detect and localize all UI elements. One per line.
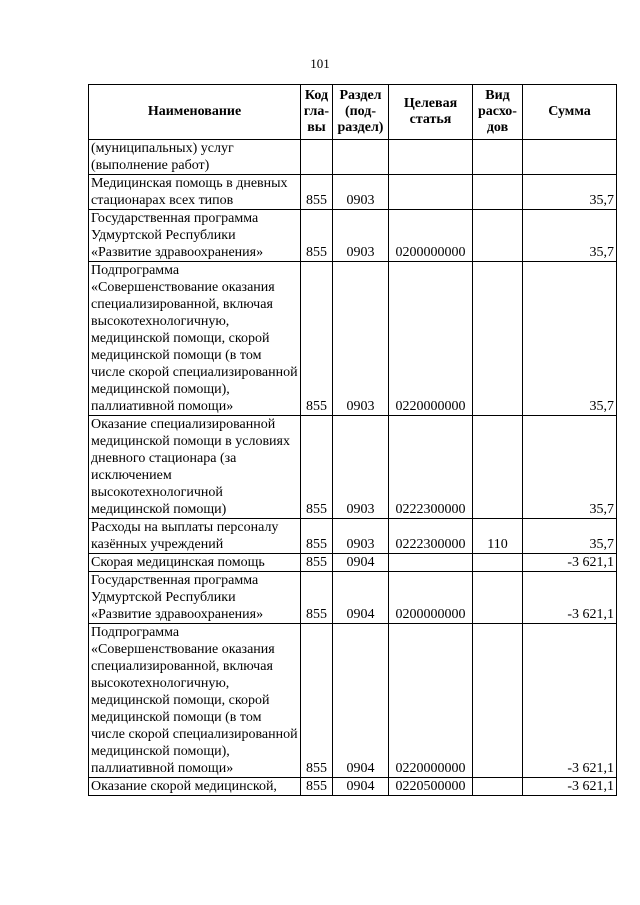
- row-name: Расходы на выплаты персоналу казённых учреждений: [89, 519, 301, 554]
- table-row: [89, 416, 617, 519]
- row-amount: [523, 140, 617, 175]
- row-code: 855: [301, 262, 333, 416]
- budget-table: [88, 84, 617, 796]
- row-code: 855: [301, 572, 333, 624]
- table-row: [89, 175, 617, 210]
- row-section: 0903: [333, 210, 389, 262]
- row-article: 0222300000: [389, 519, 473, 554]
- header-code: Код гла-вы: [301, 85, 333, 140]
- row-article: 0200000000: [389, 572, 473, 624]
- row-vid: [473, 210, 523, 262]
- row-name: Оказание скорой медицинской,: [89, 778, 301, 796]
- table-row: [89, 519, 617, 554]
- table-row: [89, 778, 617, 796]
- table-row: [89, 210, 617, 262]
- table-row: [89, 624, 617, 778]
- table-row: [89, 140, 617, 175]
- row-article: 0200000000: [389, 210, 473, 262]
- row-section: 0903: [333, 262, 389, 416]
- row-name: Медицинская помощь в дневных стационарах всех типов: [89, 175, 301, 210]
- header-name: Наименование: [89, 85, 301, 140]
- row-article: 0222300000: [389, 416, 473, 519]
- row-name: (муниципальных) услуг (выполнение работ): [89, 140, 301, 175]
- row-section: 0904: [333, 572, 389, 624]
- table-row: [89, 262, 617, 416]
- row-vid: 110: [473, 519, 523, 554]
- row-amount: -3 621,1: [523, 624, 617, 778]
- row-section: 0903: [333, 175, 389, 210]
- row-name: Скорая медицинская помощь: [89, 554, 301, 572]
- row-vid: [473, 572, 523, 624]
- row-amount: 35,7: [523, 519, 617, 554]
- row-name: Оказание специализированной медицинской помощи в условиях дневного стационара (за исключением высокотехнологичной медицинской помощи): [89, 416, 301, 519]
- row-name: Государственная программа Удмуртской Республики «Развитие здравоохранения»: [89, 572, 301, 624]
- row-code: 855: [301, 416, 333, 519]
- row-article: 0220500000: [389, 778, 473, 796]
- row-vid: [473, 416, 523, 519]
- row-article: [389, 554, 473, 572]
- row-name: Подпрограмма «Совершенствование оказания специализированной, включая высокотехнологичную, медицинской помощи, скорой медицинской помощи (в том числе скорой специализированной медицинской помощи), паллиативной помощи»: [89, 262, 301, 416]
- header-section: Раздел (под-раздел): [333, 85, 389, 140]
- row-name: Подпрограмма «Совершенствование оказания специализированной, включая высокотехнологичную, медицинской помощи, скорой медицинской помощи (в том числе скорой специализированной медицинской помощи), паллиативной помощи»: [89, 624, 301, 778]
- row-vid: [473, 624, 523, 778]
- row-vid: [473, 554, 523, 572]
- row-vid: [473, 140, 523, 175]
- row-section: 0903: [333, 416, 389, 519]
- row-amount: -3 621,1: [523, 554, 617, 572]
- row-article: [389, 140, 473, 175]
- page-number: 101: [310, 56, 330, 71]
- row-vid: [473, 262, 523, 416]
- row-section: 0904: [333, 554, 389, 572]
- table-row: [89, 572, 617, 624]
- row-code: 855: [301, 554, 333, 572]
- table-header-row: [89, 85, 617, 140]
- row-article: [389, 175, 473, 210]
- row-amount: 35,7: [523, 175, 617, 210]
- row-amount: 35,7: [523, 262, 617, 416]
- header-article: Целевая статья: [389, 85, 473, 140]
- row-amount: -3 621,1: [523, 778, 617, 796]
- row-section: 0904: [333, 624, 389, 778]
- row-article: 0220000000: [389, 624, 473, 778]
- row-code: 855: [301, 210, 333, 262]
- row-code: 855: [301, 624, 333, 778]
- row-section: 0904: [333, 778, 389, 796]
- row-code: 855: [301, 519, 333, 554]
- row-amount: 35,7: [523, 210, 617, 262]
- row-code: 855: [301, 778, 333, 796]
- header-amount: Сумма: [523, 85, 617, 140]
- row-code: 855: [301, 175, 333, 210]
- row-article: 0220000000: [389, 262, 473, 416]
- table-row: [89, 554, 617, 572]
- row-vid: [473, 175, 523, 210]
- row-vid: [473, 778, 523, 796]
- row-code: [301, 140, 333, 175]
- row-name: Государственная программа Удмуртской Республики «Развитие здравоохранения»: [89, 210, 301, 262]
- row-amount: -3 621,1: [523, 572, 617, 624]
- row-section: [333, 140, 389, 175]
- row-section: 0903: [333, 519, 389, 554]
- row-amount: 35,7: [523, 416, 617, 519]
- header-vid: Вид расхо-дов: [473, 85, 523, 140]
